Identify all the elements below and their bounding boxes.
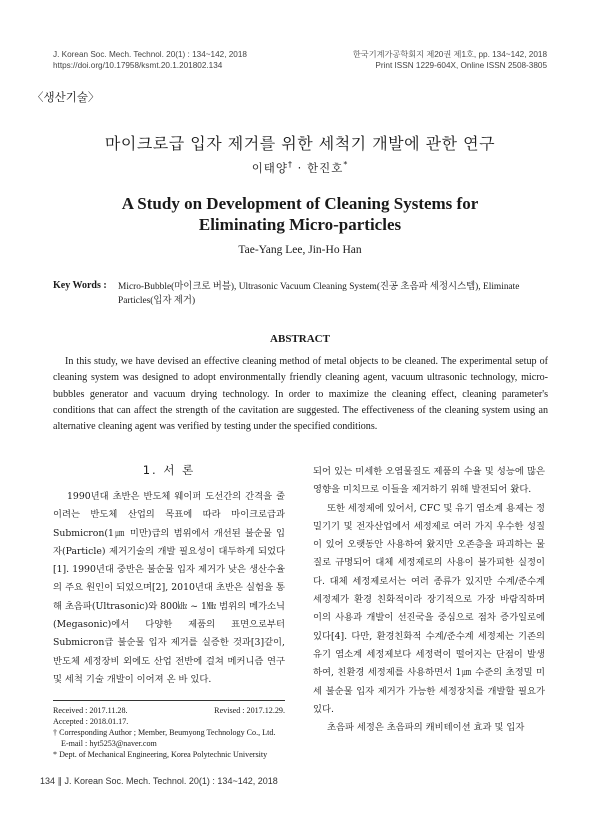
keywords-label: Key Words :: [53, 280, 107, 291]
section-tag: 〈생산기술〉: [32, 90, 100, 104]
authors-korean: [0, 160, 600, 176]
doi-link[interactable]: https://doi.org/10.17958/ksmt.20.1.201802.134: [53, 61, 223, 70]
email-note: E-mail : hyt5253@naver.com: [61, 739, 157, 748]
section-heading-introduction: 1. 서 론: [142, 463, 196, 477]
body-paragraph: 초음파 세정은 초음파의 캐비테이션 효과 및 입자: [327, 722, 525, 734]
abstract-text: In this study, we have devised an effective cleaning method of metal objects to be cleaned. The experimental setup of cleaning system was designed to adopt environmentally friendly cleaning agent, vacuum ultrasonic technology, micro-bubbles generator and vacuum drying technology. In order to maximize the cleaning effect, cleaning parameter's conditions that can affect the strength of the cavitation are suggested. The effectiveness of the cleaning system using an alternative cleaning agent was verified by testing under the specified conditions.: [53, 356, 548, 433]
issn-info: Print ISSN 1229-604X, Online ISSN 2508-3805: [375, 61, 547, 70]
journal-citation: J. Korean Soc. Mech. Technol. 20(1) : 134~142, 2018: [53, 50, 247, 59]
footnote-divider: [53, 700, 285, 701]
running-header-left: [53, 49, 247, 71]
page-footer: 134 ∥ J. Korean Soc. Mech. Technol. 20(1) : 134~142, 2018: [40, 776, 278, 786]
affiliation-mark: *: [343, 160, 349, 170]
affiliation-note: * Dept. of Mechanical Engineering, Korea Polytechnic University: [53, 750, 268, 759]
running-header-right: [353, 49, 547, 71]
corresponding-author-note: † Corresponding Author ; Member, Beumyong Technology Co., Ltd.: [53, 728, 276, 737]
title-korean: 마이크로급 입자 제거를 위한 세척기 개발에 관한 연구: [104, 134, 496, 153]
author-1: 이태양: [251, 161, 289, 175]
abstract-title: ABSTRACT: [270, 333, 330, 345]
body-column-left: [53, 488, 285, 689]
title-english-line1: A Study on Development of Cleaning Systems for: [121, 194, 479, 213]
title-english-line2: Eliminating Micro-particles: [198, 215, 402, 234]
accepted-date: Accepted : 2018.01.17.: [53, 717, 129, 726]
author-separator: ·: [293, 161, 307, 175]
body-column-right: [313, 463, 545, 737]
received-date: Received : 2017.11.28.: [53, 706, 128, 715]
keywords-text: Micro-Bubble(마이크로 버블), Ultrasonic Vacuum Cleaning System(진공 초음파 세정시스템), Eliminate Particles(입자 제거): [118, 282, 520, 306]
authors-english: Tae-Yang Lee, Jin-Ho Han: [238, 244, 362, 256]
title-english: [0, 193, 600, 235]
body-paragraph: 또한 세정제에 있어서, CFC 및 유기 염소계 용제는 정밀기기 및 전자산업에서 세정제로 여러 가지 우수한 성질이 있어 오랫동안 사용하여 왔지만 오존층을 파괴하는 물질로 규명되어 대체 세정제로의 사용이 불가피한 실정이다. 대체 세정제로서는 여러 종류가 있지만 수계/준수계 세정제가 환경 친화적이라 장기적으로 가장 바람직하며 이의 사용과 개발이 선진국을 중심으로 점차 증가일로에 있다[4]. 다만, 환경친화적 수계/준수계 세정제는 기존의 유기 염소계 세정제보다 세정력이 떨어지는 단점이 발생하여, 친환경 세정제를 사용하면서 1㎛ 수준의 초정밀 미세 불순물 입자 제거가 가능한 세정장치를 개발할 필요가 있다.: [313, 502, 545, 715]
author-2: 한진호: [306, 161, 344, 175]
revised-date: Revised : 2017.12.29.: [214, 706, 285, 715]
body-paragraph-continued: 되어 있는 미세한 오염물질도 제품의 수율 및 성능에 많은 영향을 미치므로 이들을 제거하기 위해 발전되어 왔다.: [313, 466, 545, 496]
journal-citation-korean: 한국기계가공학회지 제20권 제1호, pp. 134~142, 2018: [352, 50, 547, 59]
footnote-received-row: [53, 706, 285, 716]
corresponding-mark: †: [288, 160, 294, 170]
body-paragraph: 1990년대 초반은 반도체 웨이퍼 도선간의 간격을 줄이려는 반도체 산업의 목표에 따라 마이크로급과 Submicron(1㎛ 미만)급의 범위에서 개선된 불순물 입자(Particle) 제거기술의 개발 필요성이 대두하게 되었다[1]. 1990년대 중반은 불순물 입자 제거가 낮은 생산수율의 주요 원인이 되었으며[2], 2010년대 초반은 실험을 통해 초음파(Ultrasonic)와 800㎑ ~ 1㎒ 범위의 메가소닉(Megasonic)에서 다양한 제품의 표면으로부터 Submicron급 불순물 입자 제거를 실증한 것과[3]같이, 반도체 세정장비 외에도 산업 전반에 걸쳐 메커니즘 연구 및 세척 기술 개발이 이어져 온 바 있다.: [53, 491, 285, 685]
